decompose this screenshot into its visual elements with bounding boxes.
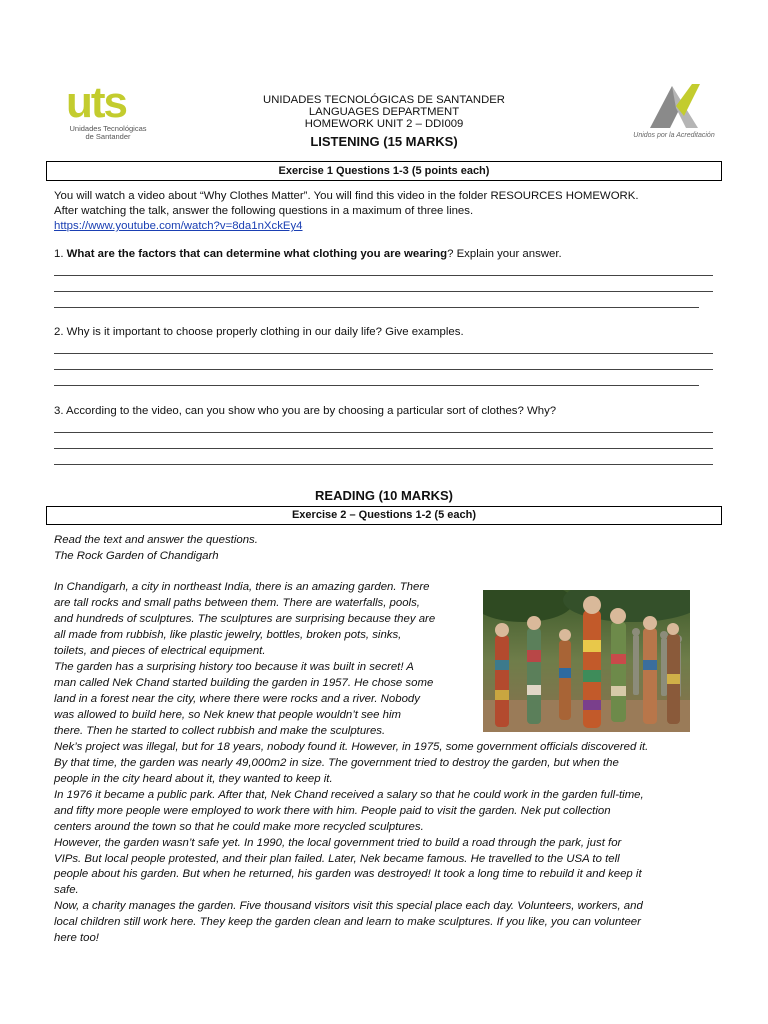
uts-logo-name: Unidades Tecnológicas de Santander (69, 124, 147, 141)
accreditation-logo (624, 82, 724, 144)
reading-line: However, the garden wasn’t safe yet. In 1990, the local government tried to build a road through the park, just for (54, 837, 622, 849)
rock-garden-photo (483, 590, 690, 732)
reading-line: people about his garden. But when he returned, his garden was destroyed! It took a long time to rebuild it and keep it (54, 868, 642, 880)
answer-line[interactable] (54, 448, 713, 449)
accreditation-mark-icon (646, 82, 702, 130)
reading-line: man called Nek Chand started building the garden in 1957. He chose some (54, 677, 434, 689)
reading-line: was allowed to build here, so Nek knew that people wouldn’t see him (54, 709, 401, 721)
question-1: 1. What are the factors that can determine what clothing you are wearing? Explain your answer. (54, 248, 562, 260)
question-1-bold: What are the factors that can determine what clothing you are wearing (66, 248, 448, 260)
reading-instruction: Read the text and answer the questions. (54, 534, 258, 546)
answer-line[interactable] (54, 464, 713, 465)
exercise1-box: Exercise 1 Questions 1-3 (5 points each) (46, 161, 722, 181)
reading-line: all made from rubbish, like plastic jewelry, bottles, broken pots, sinks, (54, 629, 402, 641)
answer-line[interactable] (54, 291, 713, 292)
answer-line[interactable] (54, 432, 713, 433)
reading-title: READING (10 MARKS) (315, 488, 453, 503)
department-name: LANGUAGES DEPARTMENT (308, 106, 460, 118)
reading-line: here too! (54, 932, 99, 944)
reading-line: and fifty more people were employed to work there with him. People paid to visit the garden. Nek put collection (54, 805, 611, 817)
exercise2-box: Exercise 2 – Questions 1-2 (5 each) (46, 506, 722, 525)
reading-line: The garden has a surprising history too because it was built in secret! A (54, 661, 414, 673)
reading-line: VIPs. But local people protested, and their plan failed. Later, Nek became famous. He travelled to the USA to tell (54, 853, 620, 865)
uts-logo (52, 80, 162, 142)
answer-line[interactable] (54, 307, 699, 308)
reading-line: Now, a charity manages the garden. Five thousand visitors visit this special place each day. Volunteers, workers, and (54, 900, 643, 912)
answer-line[interactable] (54, 385, 699, 386)
reading-line: toilets, and pieces of electrical equipment. (54, 645, 266, 657)
homework-unit: HOMEWORK UNIT 2 – DDI009 (304, 118, 464, 130)
exercise1-intro-line1: You will watch a video about “Why Clothes Matter”. You will find this video in the folder RESOURCES HOMEWORK. (54, 190, 639, 202)
question-2: 2. Why is it important to choose properly clothing in our daily life? Give examples. (54, 326, 464, 338)
listening-title: LISTENING (15 MARKS) (310, 134, 458, 149)
question-3: 3. According to the video, can you show who you are by choosing a particular sort of clothes? Why? (54, 405, 557, 417)
reading-line: safe. (54, 884, 79, 896)
reading-line: centers around the town so that he could make more recycled sculptures. (54, 821, 424, 833)
uts-logo-mark: uts (66, 78, 126, 127)
reading-line: In Chandigarh, a city in northeast India, there is an amazing garden. There (54, 581, 430, 593)
answer-line[interactable] (54, 369, 713, 370)
accreditation-tagline: Unidos por la Acreditación (633, 132, 715, 139)
answer-line[interactable] (54, 275, 713, 276)
reading-line: land in a forest near the city, where there were rocks and a river. Nobody (54, 693, 420, 705)
reading-line: there. Then he started to collect rubbish and make the sculptures. (54, 725, 386, 737)
reading-line: Nek’s project was illegal, but for 18 years, nobody found it. However, in 1975, some government officials discovered it. (54, 741, 649, 753)
video-link[interactable]: https://www.youtube.com/watch?v=8da1nXckEy4 (54, 220, 303, 232)
reading-line: people in the city heard about it, they wanted to keep it. (54, 773, 333, 785)
answer-line[interactable] (54, 353, 713, 354)
reading-text-title: The Rock Garden of Chandigarh (54, 550, 219, 562)
reading-line: are tall rocks and small paths between them. There are waterfalls, pools, (54, 597, 420, 609)
video-link-line (54, 219, 303, 235)
institution-name: UNIDADES TECNOLÓGICAS DE SANTANDER (263, 94, 505, 106)
reading-line: In 1976 it became a public park. After that, Nek Chand received a salary so that he could work in the garden full-time, (54, 789, 644, 801)
reading-line: By that time, the garden was nearly 49,000m2 in size. The government tried to destroy the garden, but when the (54, 757, 619, 769)
reading-line: and hundreds of sculptures. The sculptures are surprising because they are (54, 613, 436, 625)
exercise1-intro-line2: After watching the talk, answer the following questions in a maximum of three lines. (54, 205, 474, 217)
reading-line: local children still work here. They keep the garden clean and learn to make sculptures. If you like, you can volunteer (54, 916, 641, 928)
